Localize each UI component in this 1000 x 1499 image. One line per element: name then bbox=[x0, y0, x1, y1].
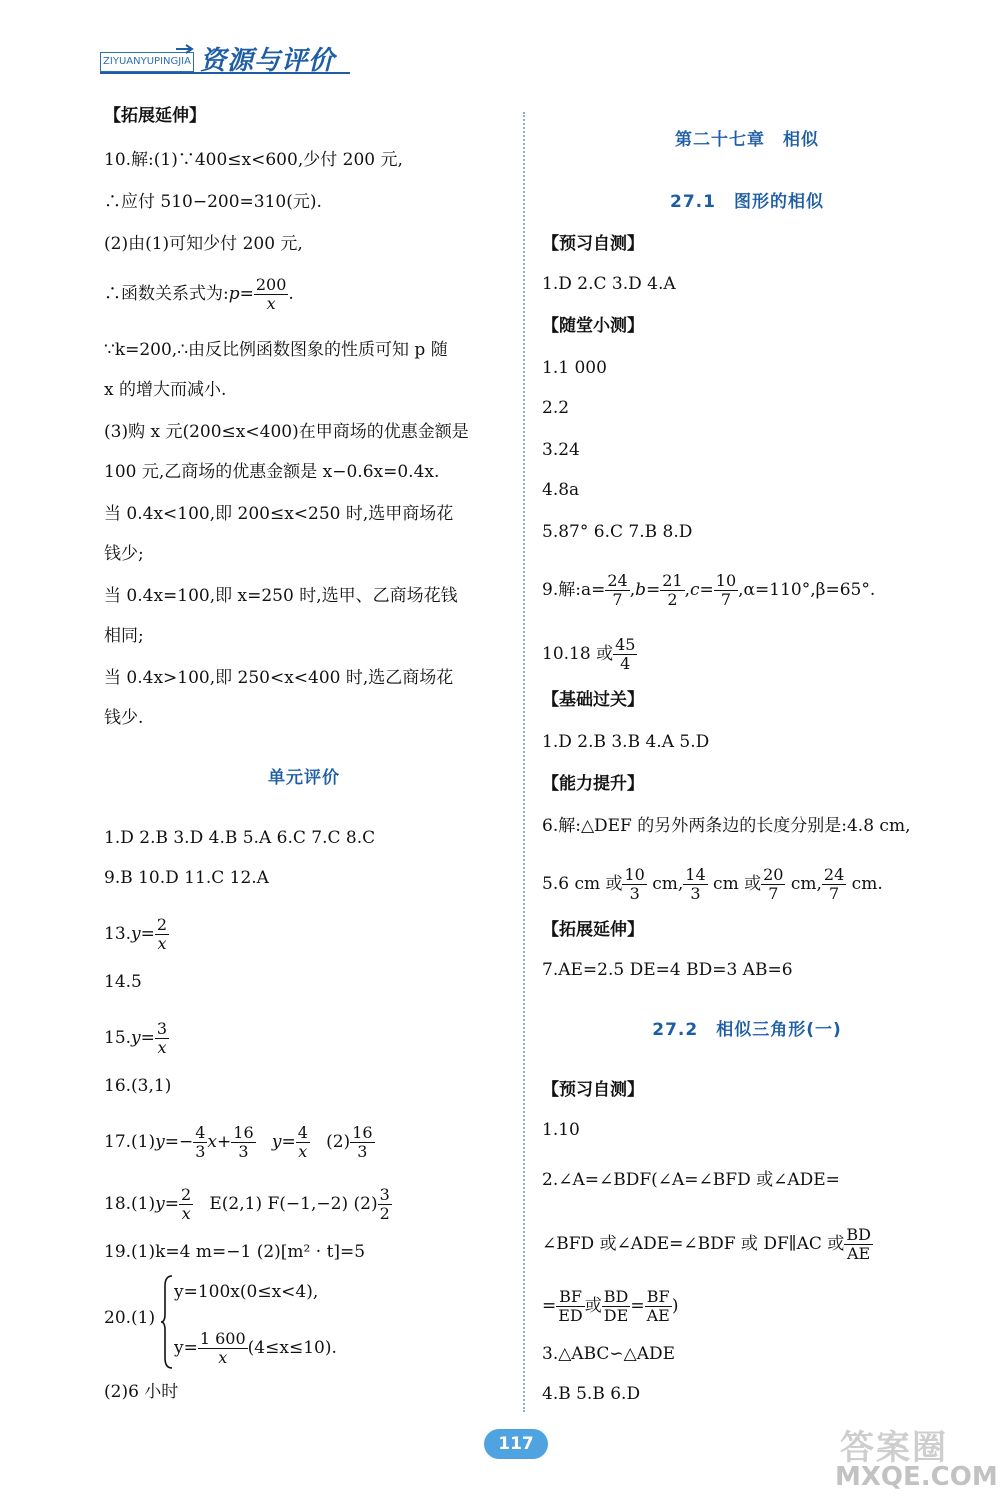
text: ∴函数关系式为: bbox=[104, 284, 229, 304]
text: (4≤x≤10). bbox=[247, 1338, 337, 1358]
var: p bbox=[228, 284, 240, 304]
section-heading: 【能力提升】 bbox=[542, 774, 644, 794]
denominator: 2 bbox=[667, 590, 678, 609]
fraction bbox=[602, 1288, 631, 1325]
answer-line: 17.(1)y=− $\frac{4}{3}$ x+ $\frac{16}{3}$ y= $\frac{4}{x}$ (2) $\frac{16}{3}$ bbox=[104, 1123, 373, 1161]
answer-line: 4.8a bbox=[542, 480, 580, 500]
watermark-url: MXQE.COM bbox=[835, 1462, 998, 1492]
answer-line: 9.解:a= $\frac{24}{7}$ ,b= $\frac{21}{2}$ ,c= $\frac{10}{7}$ ,α=110°,β=65°. bbox=[542, 571, 876, 609]
answer-line bbox=[542, 1226, 873, 1263]
answer-line: 16.(3,1) bbox=[104, 1076, 172, 1096]
answer-line: 15.y= $\frac{3}{x}$ bbox=[104, 1019, 168, 1057]
denominator bbox=[254, 295, 289, 313]
numerator: BF bbox=[556, 1288, 585, 1307]
header-pinyin: ZIYUANYUPINGJIA bbox=[100, 52, 194, 72]
fraction bbox=[645, 1288, 672, 1325]
den-var: x bbox=[181, 1204, 191, 1223]
answer-line: 相同; bbox=[104, 626, 144, 646]
denominator: AE bbox=[646, 1306, 670, 1325]
text: 或 bbox=[584, 1296, 602, 1316]
text: y= bbox=[174, 1338, 198, 1358]
fraction bbox=[714, 572, 738, 609]
text: = bbox=[630, 1296, 645, 1316]
answer-line: 1.D 2.B 3.B 4.A 5.D bbox=[542, 732, 710, 752]
numerator: 4 bbox=[195, 1123, 206, 1142]
numerator: 24 bbox=[823, 865, 845, 884]
header-title: 资源与评价 bbox=[200, 46, 336, 76]
answer-line: (3)购 x 元(200≤x<400)在甲商场的优惠金额是 bbox=[104, 422, 469, 442]
answer-line: 9.B 10.D 11.C 12.A bbox=[104, 868, 269, 888]
numerator: 4 bbox=[297, 1123, 308, 1142]
answer-line bbox=[542, 1288, 678, 1325]
denominator: 7 bbox=[612, 590, 623, 609]
fraction bbox=[683, 866, 707, 903]
num-label: 18.(1) bbox=[104, 1194, 156, 1214]
numerator: BD bbox=[603, 1287, 629, 1306]
watermark-logo: 答案圈 bbox=[840, 1428, 948, 1468]
num-label: 13. bbox=[104, 924, 132, 944]
answer-line: 钱少; bbox=[104, 544, 144, 564]
denominator: 3 bbox=[629, 884, 640, 903]
fraction bbox=[296, 1124, 310, 1161]
answer-line: (2)6 小时 bbox=[104, 1382, 179, 1402]
fraction bbox=[605, 572, 629, 609]
numerator: 3 bbox=[379, 1185, 390, 1204]
numerator: 3 bbox=[156, 1019, 168, 1038]
denominator: 7 bbox=[829, 884, 840, 903]
answer-line: (2)由(1)可知少付 200 元, bbox=[104, 234, 303, 254]
fraction bbox=[378, 1186, 392, 1223]
piecewise-row: y=100x(0≤x<4), bbox=[174, 1282, 319, 1302]
denominator: 4 bbox=[620, 654, 631, 673]
numerator: BD bbox=[846, 1225, 871, 1244]
numerator: 21 bbox=[662, 571, 683, 590]
fraction bbox=[198, 1330, 248, 1367]
section-heading: 【随堂小测】 bbox=[542, 316, 644, 336]
numerator: BF bbox=[645, 1288, 672, 1307]
numerator: 16 bbox=[352, 1123, 373, 1142]
text: 5.6 cm 或 bbox=[542, 874, 623, 894]
den-var: x bbox=[298, 1142, 308, 1161]
numerator: 10 bbox=[715, 571, 737, 590]
text: E(2,1) F(−1,−2) (2) bbox=[209, 1194, 378, 1214]
text: = bbox=[542, 1296, 557, 1316]
text: ∠BFD 或∠ADE=∠BDF 或 DF∥AC 或 bbox=[542, 1234, 845, 1254]
den-var: x bbox=[157, 1038, 167, 1057]
fraction bbox=[761, 866, 785, 903]
answer-line: 100 元,乙商场的优惠金额是 x−0.6x=0.4x. bbox=[104, 462, 440, 482]
denominator: 7 bbox=[768, 884, 779, 903]
section-heading: 【预习自测】 bbox=[542, 1080, 644, 1100]
text: 9.解:a= bbox=[542, 580, 606, 600]
answer-line: 钱少. bbox=[104, 708, 144, 728]
column-divider bbox=[523, 112, 525, 1412]
answer-line: 18.(1)y= $\frac{2}{x}$ E(2,1) F(−1,−2) (2) $\frac{3}{2}$ bbox=[104, 1185, 390, 1223]
text: ,α=110°,β=65°. bbox=[738, 580, 876, 600]
unit-title: 单元评价 bbox=[268, 768, 340, 788]
denominator: 3 bbox=[195, 1142, 206, 1161]
fraction bbox=[822, 866, 846, 903]
piecewise-row bbox=[174, 1330, 337, 1367]
answer-line: 10.解:(1)∵400≤x<600,少付 200 元, bbox=[104, 150, 403, 170]
den-var: x bbox=[157, 934, 167, 953]
denominator: ED bbox=[558, 1306, 583, 1325]
section-heading: 【基础过关】 bbox=[542, 690, 644, 710]
answer-line: 当 0.4x=100,即 x=250 时,选甲、乙商场花钱 bbox=[104, 586, 458, 606]
fraction bbox=[231, 1124, 255, 1161]
answer-line: 1.D 2.B 3.D 4.B 5.A 6.C 7.C 8.C bbox=[104, 828, 376, 848]
section-heading: 【预习自测】 bbox=[542, 234, 644, 254]
answer-line: ∵k=200,∴由反比例函数图象的性质可知 p 随 bbox=[104, 340, 448, 360]
answer-line: 2.∠A=∠BDF(∠A=∠BFD 或∠ADE= bbox=[542, 1170, 840, 1190]
numerator: 16 bbox=[233, 1123, 254, 1142]
answer-line: 14.5 bbox=[104, 972, 142, 992]
section-heading: 【拓展延伸】 bbox=[542, 920, 644, 940]
fraction bbox=[193, 1124, 207, 1161]
brace-icon bbox=[160, 1274, 174, 1370]
denominator bbox=[155, 935, 169, 953]
text: ) bbox=[671, 1296, 679, 1316]
numerator: 24 bbox=[607, 571, 628, 590]
fraction bbox=[155, 1020, 169, 1057]
den-var: x bbox=[266, 294, 276, 313]
denominator: AE bbox=[846, 1244, 871, 1263]
denominator bbox=[155, 1039, 169, 1057]
denominator: 3 bbox=[690, 884, 701, 903]
section-title: 27.1 图形的相似 bbox=[670, 192, 824, 212]
numerator: 2 bbox=[156, 915, 168, 934]
answer-line: 1.D 2.C 3.D 4.A bbox=[542, 274, 676, 294]
fraction bbox=[660, 572, 684, 609]
answer-line: 当 0.4x<100,即 200≤x<250 时,选甲商场花 bbox=[104, 504, 454, 524]
answer-line: 3.24 bbox=[542, 440, 580, 460]
numerator: 200 bbox=[255, 275, 287, 294]
section-heading: 【拓展延伸】 bbox=[104, 106, 206, 126]
arrow-icon bbox=[176, 43, 196, 55]
answer-line: 5.6 cm 或 $\frac{10}{3}$ cm, $\frac{14}{3}$ cm 或 $\frac{20}{7}$ cm, $\frac{24}{7}$ cm. bbox=[542, 865, 883, 903]
answer-line: x 的增大而减小. bbox=[104, 380, 227, 400]
numerator: 14 bbox=[685, 865, 706, 884]
answer-line bbox=[104, 1306, 155, 1330]
fraction bbox=[556, 1288, 585, 1325]
answer-line bbox=[542, 636, 637, 673]
answer-line: 6.解:△DEF 的另外两条边的长度分别是:4.8 cm, bbox=[542, 816, 911, 836]
chapter-title: 第二十七章 相似 bbox=[675, 130, 819, 150]
denominator: 3 bbox=[357, 1142, 368, 1161]
header-divider bbox=[100, 72, 350, 74]
answer-line: 7.AE=2.5 DE=4 BD=3 AB=6 bbox=[542, 960, 793, 980]
answer-line: 1.10 bbox=[542, 1120, 580, 1140]
answer-line: 19.(1)k=4 m=−1 (2)[m² · t]=5 bbox=[104, 1242, 366, 1262]
section-title: 27.2 相似三角形(一) bbox=[652, 1020, 842, 1040]
fraction bbox=[613, 636, 637, 673]
answer-line: 5.87° 6.C 7.B 8.D bbox=[542, 522, 693, 542]
answer-line: 4.B 5.B 6.D bbox=[542, 1384, 641, 1404]
num-label: 17.(1) bbox=[104, 1132, 156, 1152]
text: 10.18 或 bbox=[542, 644, 614, 664]
answer-line: 2.2 bbox=[542, 398, 570, 418]
page-number: 117 bbox=[484, 1429, 548, 1459]
denominator: 2 bbox=[379, 1204, 390, 1223]
answer-line: ∴函数关系式为:p= $\frac{200}{x}$ . bbox=[104, 275, 294, 313]
numerator: 2 bbox=[180, 1185, 192, 1204]
num-label: 15. bbox=[104, 1028, 132, 1048]
fraction bbox=[844, 1226, 873, 1263]
answer-line: ∴应付 510−200=310(元). bbox=[104, 192, 322, 212]
fraction bbox=[155, 916, 169, 953]
answer-line: 1.1 000 bbox=[542, 358, 607, 378]
answer-line: 当 0.4x>100,即 250<x<400 时,选乙商场花 bbox=[104, 668, 454, 688]
den-var: x bbox=[218, 1348, 228, 1367]
answer-line: 13.y= $\frac{2}{x}$ bbox=[104, 915, 168, 953]
numerator: 10 bbox=[624, 865, 645, 884]
fraction bbox=[179, 1186, 193, 1223]
numerator: 20 bbox=[763, 865, 784, 884]
denominator bbox=[198, 1349, 248, 1367]
denominator: 7 bbox=[720, 590, 732, 609]
answer-line: 3.△ABC∽△ADE bbox=[542, 1344, 676, 1364]
num-label: 20.(1) bbox=[104, 1308, 156, 1328]
fraction bbox=[350, 1124, 374, 1161]
fraction bbox=[622, 866, 646, 903]
denominator bbox=[296, 1143, 310, 1161]
numerator: 45 bbox=[615, 635, 636, 654]
denominator bbox=[179, 1205, 193, 1223]
denominator: 3 bbox=[238, 1142, 249, 1161]
denominator: DE bbox=[603, 1306, 629, 1325]
fraction bbox=[254, 276, 289, 313]
numerator: 1 600 bbox=[199, 1329, 246, 1348]
